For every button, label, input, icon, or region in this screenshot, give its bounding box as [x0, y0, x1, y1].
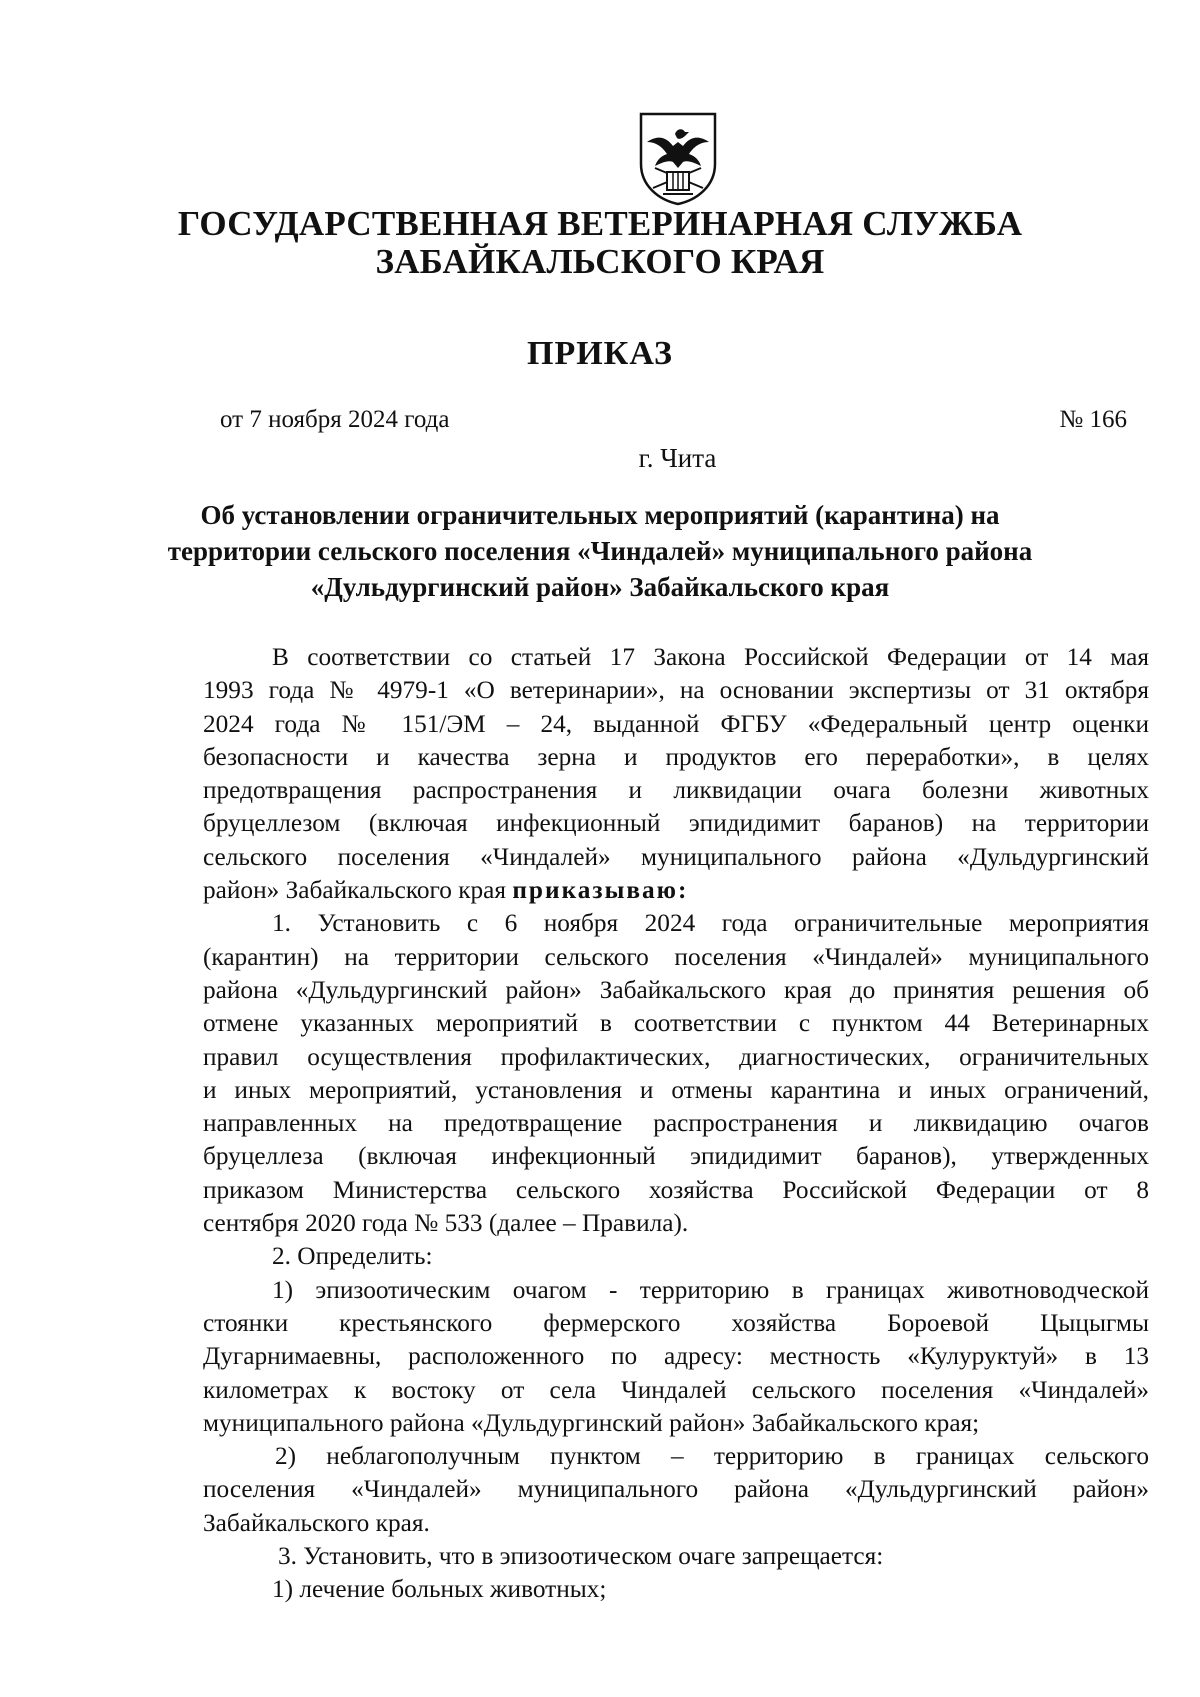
body-line: приказом Министерства сельского хозяйства Российской Федерации от 8 [203, 1175, 1149, 1204]
body-line: безопасности и качества зерна и продуктов его переработки», в целях [203, 742, 1149, 771]
subject-line: «Дульдургинский район» Забайкальского края [310, 572, 890, 602]
subject-line: Об установлении ограничительных мероприятий (карантина) на [200, 500, 1000, 530]
body-line: 3. Установить, что в эпизоотическом очаге запрещается: [278, 1542, 884, 1571]
body-line: 1) эпизоотическим очагом - территорию в границах животноводческой [272, 1275, 1149, 1304]
document-city: г. Чита [638, 443, 717, 473]
body-line: правил осуществления профилактических, диагностических, ограничительных [203, 1042, 1149, 1071]
body-line: бруцеллеза (включая инфекционный эпидидимит баранов), утвержденных [203, 1142, 1149, 1171]
body-line: поселения «Чиндалей» муниципального района «Дульдургинский район» [203, 1475, 1149, 1504]
body-line: сельского поселения «Чиндалей» муниципального района «Дульдургинский [203, 842, 1149, 871]
body-line: 2) неблагополучным пунктом – территорию в границах сельского [275, 1442, 1149, 1471]
order-keyword: приказываю: [512, 876, 689, 905]
document-date: от 7 ноября 2024 года [220, 406, 450, 433]
body-line: муниципального района «Дульдургинский район» Забайкальского края; [203, 1408, 980, 1437]
body-line: (карантин) на территории сельского поселения «Чиндалей» муниципального [203, 942, 1149, 971]
body-line-text: район» Забайкальского края [203, 876, 513, 905]
body-line: километрах к востоку от села Чиндалей сельского поселения «Чиндалей» [203, 1375, 1149, 1404]
body-line: Забайкальского края. [203, 1508, 430, 1537]
subject-line: территории сельского поселения «Чиндалей» муниципального района [167, 536, 1033, 566]
body-line: 1. Установить с 6 ноября 2024 года ограничительные мероприятия [272, 909, 1149, 938]
body-line: 2. Определить: [272, 1242, 433, 1271]
body-line: направленных на предотвращение распространения и ликвидацию очагов [203, 1109, 1149, 1138]
document-body [203, 641, 1149, 1607]
organization-name-line2: ЗАБАЙКАЛЬСКОГО КРАЯ [375, 242, 825, 281]
coat-of-arms-icon [637, 112, 719, 206]
body-line: Дугарнимаевны, расположенного по адресу: местность «Кулуруктуй» в 13 [203, 1342, 1149, 1371]
body-line: стоянки крестьянского фермерского хозяйства Бороевой Цыцыгмы [203, 1308, 1149, 1337]
body-line-order-clause [203, 874, 1149, 907]
body-line: района «Дульдургинский район» Забайкальского края до принятия решения об [203, 975, 1149, 1004]
organization-name-line1: ГОСУДАРСТВЕННАЯ ВЕТЕРИНАРНАЯ СЛУЖБА [177, 204, 1023, 243]
body-line: сентября 2020 года № 533 (далее – Правила). [203, 1209, 689, 1238]
body-line: В соответствии со статьей 17 Закона Российской Федерации от 14 мая [272, 643, 1149, 671]
document-subject [0, 497, 1200, 605]
body-line: 2024 года № 151/ЭМ – 24, выданной ФГБУ «Федеральный центр оценки [203, 709, 1149, 738]
body-line: 1993 года № 4979-1 «О ветеринарии», на основании экспертизы от 31 октября [203, 676, 1149, 705]
document-type-title: ПРИКАЗ [527, 335, 673, 372]
body-line: бруцеллезом (включая инфекционный эпидидимит баранов) на территории [203, 809, 1149, 838]
body-line: 1) лечение больных животных; [272, 1575, 607, 1604]
body-line: предотвращения распространения и ликвидации очага болезни животных [203, 776, 1149, 805]
body-line: отмене указанных мероприятий в соответствии с пунктом 44 Ветеринарных [203, 1009, 1149, 1038]
document-number: № 166 [1059, 406, 1127, 433]
body-line: и иных мероприятий, установления и отмены карантина и иных ограничений, [203, 1075, 1149, 1104]
